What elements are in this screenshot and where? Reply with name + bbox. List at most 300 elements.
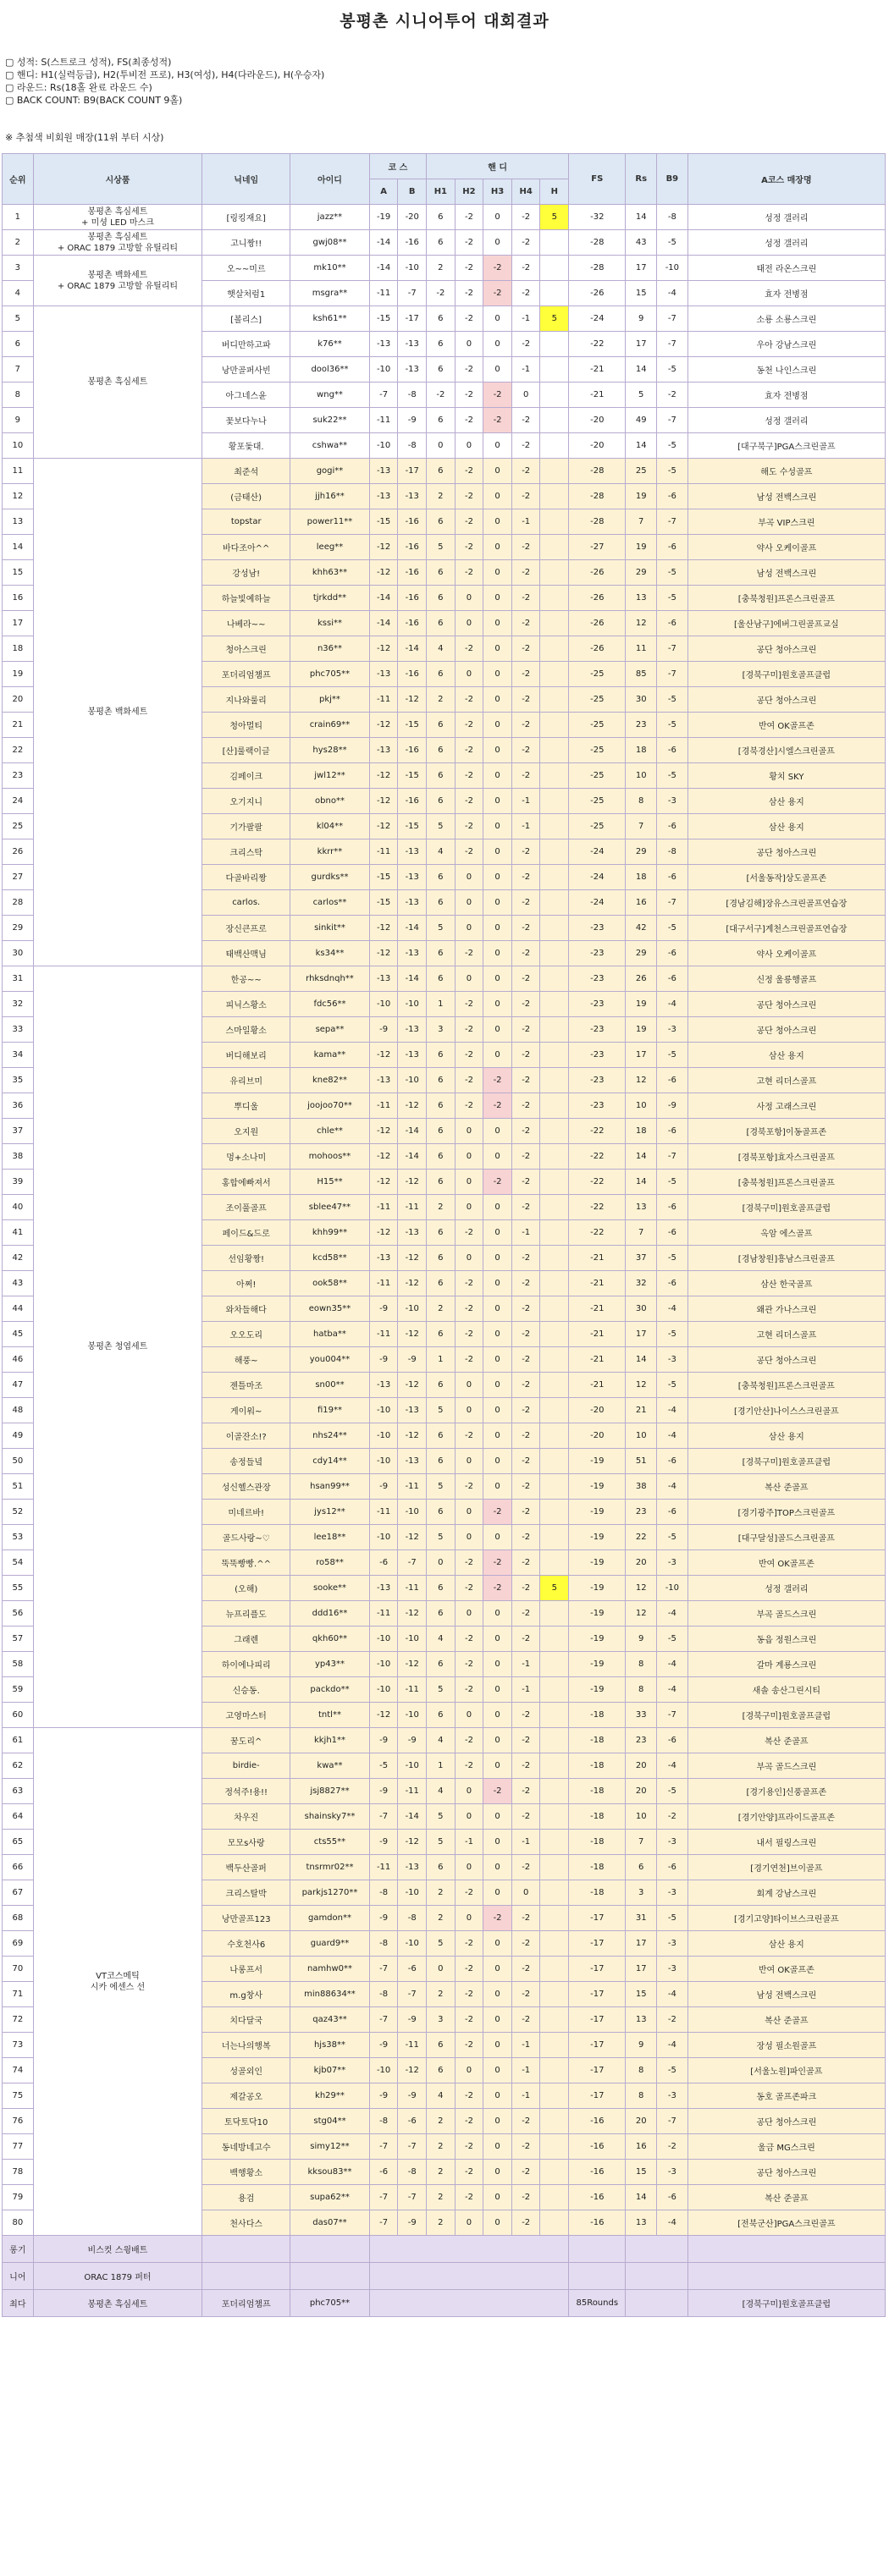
cell-rank: 36	[3, 1093, 34, 1119]
cell-h2: 0	[455, 1119, 483, 1144]
cell-rs: 9	[626, 2033, 657, 2058]
cell-fs: -24	[569, 306, 626, 332]
cell-id: tjrkdd**	[290, 586, 370, 611]
cell-b9: -4	[657, 1423, 688, 1449]
cell-store: 왜관 가나스크린	[687, 1296, 885, 1322]
cell-fs: -23	[569, 941, 626, 966]
cell-id: gwj08**	[290, 230, 370, 256]
cell-store: 반여 OK골프존	[687, 713, 885, 738]
cell-h3: 0	[483, 2033, 512, 2058]
cell-store: 약사 오케이골프	[687, 941, 885, 966]
cell-id: kkjh1**	[290, 1728, 370, 1753]
cell-h1: 6	[427, 1043, 456, 1068]
cell-b9: -4	[657, 2033, 688, 2058]
cell-store: [경북구미]원호골프클럽	[687, 662, 885, 687]
cell-h	[540, 1804, 569, 1830]
cell-rank: 31	[3, 966, 34, 992]
cell-fs: -16	[569, 2185, 626, 2210]
cell-h2: 0	[455, 1500, 483, 1525]
cell-h3: 0	[483, 916, 512, 941]
cell-a: -11	[369, 1855, 398, 1880]
prize-line: + ORAC 1879 고방할 유틸리티	[57, 281, 179, 291]
cell-rank: 42	[3, 1246, 34, 1271]
cell-h3: 0	[483, 1220, 512, 1246]
cell-id: guard9**	[290, 1931, 370, 1957]
cell-h	[540, 992, 569, 1017]
cell-b: -10	[398, 1500, 427, 1525]
cell-b9: -5	[657, 1322, 688, 1347]
cell-nick: 동네방네고수	[202, 2134, 290, 2160]
cell-h4: -1	[511, 306, 540, 332]
cell-b9: -5	[657, 916, 688, 941]
cell-b9: -8	[657, 839, 688, 865]
cell-id: ksh61**	[290, 306, 370, 332]
cell-store: 공단 청아스크린	[687, 1017, 885, 1043]
cell-a: -9	[369, 1830, 398, 1855]
cell-b: -12	[398, 1271, 427, 1296]
cell-b: -12	[398, 687, 427, 713]
cell-nick: 최준석	[202, 459, 290, 484]
cell-rank: 43	[3, 1271, 34, 1296]
cell-fs: -25	[569, 687, 626, 713]
cell-rank: 11	[3, 459, 34, 484]
cell-rank: 34	[3, 1043, 34, 1068]
cell-b: -16	[398, 509, 427, 535]
cell-b9: -10	[657, 1576, 688, 1601]
cell-fs: -21	[569, 357, 626, 383]
cell-store: 효자 전병점	[687, 281, 885, 306]
cell-h2: -2	[455, 256, 483, 281]
cell-a: -7	[369, 2007, 398, 2033]
cell-rs: 33	[626, 1703, 657, 1728]
cell-h4: -2	[511, 1170, 540, 1195]
cell-h1: 5	[427, 814, 456, 839]
cell-store: [경북구미]원호골프클럽	[687, 1449, 885, 1474]
cell-store: 우아 강남스크린	[687, 332, 885, 357]
cell-h	[540, 890, 569, 916]
special-nick	[202, 2263, 290, 2290]
cell-nick: 하이에나피리	[202, 1652, 290, 1677]
cell-rank: 40	[3, 1195, 34, 1220]
cell-rs: 14	[626, 433, 657, 459]
cell-h2: 0	[455, 1525, 483, 1550]
cell-h3: 0	[483, 205, 512, 230]
cell-fs: -17	[569, 1982, 626, 2007]
cell-b: -12	[398, 1601, 427, 1627]
cell-h1: 5	[427, 1830, 456, 1855]
cell-h4: -2	[511, 738, 540, 763]
cell-h3: -2	[483, 256, 512, 281]
cell-rs: 17	[626, 1957, 657, 1982]
cell-h1: 0	[427, 1957, 456, 1982]
cell-id: chle**	[290, 1119, 370, 1144]
cell-id: n36**	[290, 636, 370, 662]
cell-fs: -22	[569, 332, 626, 357]
cell-h2: -1	[455, 1830, 483, 1855]
cell-h2: 0	[455, 1855, 483, 1880]
cell-h3: 0	[483, 890, 512, 916]
cell-a: -12	[369, 1144, 398, 1170]
cell-h3: -2	[483, 1550, 512, 1576]
cell-h3: 0	[483, 433, 512, 459]
cell-id: kl04**	[290, 814, 370, 839]
cell-nick: 강성남!	[202, 560, 290, 586]
cell-b9: -7	[657, 636, 688, 662]
cell-rank: 55	[3, 1576, 34, 1601]
cell-a: -11	[369, 839, 398, 865]
cell-h2: 0	[455, 1398, 483, 1423]
cell-h4: -2	[511, 1296, 540, 1322]
cell-nick: 너는나의행복	[202, 2033, 290, 2058]
cell-h3: 0	[483, 2109, 512, 2134]
cell-b: -16	[398, 535, 427, 560]
cell-h	[540, 2185, 569, 2210]
cell-h2: 0	[455, 916, 483, 941]
cell-h4: -1	[511, 357, 540, 383]
cell-rs: 29	[626, 941, 657, 966]
cell-b9: -4	[657, 1296, 688, 1322]
cell-h4: -2	[511, 1957, 540, 1982]
cell-h4: -2	[511, 1068, 540, 1093]
cell-nick: 성골외인	[202, 2058, 290, 2083]
cell-h	[540, 1880, 569, 1906]
special-row	[3, 2236, 886, 2263]
cell-b: -10	[398, 1068, 427, 1093]
cell-h1: 6	[427, 1170, 456, 1195]
cell-rank: 4	[3, 281, 34, 306]
cell-fs: -16	[569, 2210, 626, 2236]
cell-h2: -2	[455, 1271, 483, 1296]
cell-rs: 12	[626, 1601, 657, 1627]
cell-h1: 5	[427, 1804, 456, 1830]
cell-rs: 31	[626, 1906, 657, 1931]
table-row	[3, 306, 886, 332]
cell-a: -9	[369, 1906, 398, 1931]
cell-rank: 57	[3, 1627, 34, 1652]
cell-nick: 오~~미르	[202, 256, 290, 281]
cell-a: -10	[369, 1652, 398, 1677]
cell-h2: -2	[455, 509, 483, 535]
note-line: ▢ 핸디: H1(실력등급), H2(투비전 프로), H3(여성), H4(다라운드), H(우승자)	[5, 69, 325, 80]
cell-id: stg04**	[290, 2109, 370, 2134]
cell-nick: 차우진	[202, 1804, 290, 1830]
cell-id: obno**	[290, 789, 370, 814]
cell-rs: 8	[626, 789, 657, 814]
cell-b: -11	[398, 1474, 427, 1500]
cell-fs: -22	[569, 1220, 626, 1246]
cell-h1: 5	[427, 1398, 456, 1423]
prize-line: 봉평촌 백화세트	[87, 707, 148, 717]
cell-nick: 용검	[202, 2185, 290, 2210]
cell-b: -8	[398, 2160, 427, 2185]
cell-b: -7	[398, 1550, 427, 1576]
cell-h2: 0	[455, 1449, 483, 1474]
cell-store: 공단 청아스크린	[687, 1347, 885, 1373]
cell-nick: 아그네스윤	[202, 383, 290, 408]
cell-fs: -28	[569, 459, 626, 484]
cell-store: 장성 필소원골프	[687, 2033, 885, 2058]
cell-a: -11	[369, 1601, 398, 1627]
cell-id: mk10**	[290, 256, 370, 281]
cell-h3: 0	[483, 941, 512, 966]
cell-h2: 0	[455, 586, 483, 611]
cell-rank: 45	[3, 1322, 34, 1347]
cell-rs: 17	[626, 1322, 657, 1347]
cell-rs: 23	[626, 1728, 657, 1753]
cell-b9: -6	[657, 941, 688, 966]
cell-id: jsj8827**	[290, 1779, 370, 1804]
cell-store: [경기고양]타이브스크린골프	[687, 1906, 885, 1931]
cell-id: qkh60**	[290, 1627, 370, 1652]
prize-line: + 미셩 LED 마스크	[81, 217, 154, 228]
cell-store: 공단 청아스크린	[687, 687, 885, 713]
cell-id: min88634**	[290, 1982, 370, 2007]
cell-rs: 23	[626, 1500, 657, 1525]
special-store: [경북구미]원호골프클럽	[687, 2290, 885, 2317]
cell-nick: 이골잔소!?	[202, 1423, 290, 1449]
cell-nick: 고영마스터	[202, 1703, 290, 1728]
cell-h	[540, 916, 569, 941]
cell-b9: -6	[657, 611, 688, 636]
cell-fs: -26	[569, 586, 626, 611]
cell-h1: 6	[427, 459, 456, 484]
cell-b9: -6	[657, 865, 688, 890]
results-table	[2, 153, 886, 2317]
cell-h4: -2	[511, 1423, 540, 1449]
cell-h1: -2	[427, 383, 456, 408]
cell-b9: -5	[657, 687, 688, 713]
cell-b: -11	[398, 1576, 427, 1601]
special-nick: 포더리엄챔프	[202, 2290, 290, 2317]
cell-store: [울산남구]에버그린골프교실	[687, 611, 885, 636]
cell-h3: 0	[483, 509, 512, 535]
cell-fs: -18	[569, 1703, 626, 1728]
cell-a: -9	[369, 1779, 398, 1804]
page-title: 봉평촌 시니어투어 대회결과	[340, 12, 549, 30]
cell-rank: 20	[3, 687, 34, 713]
cell-nick: 크리스탁	[202, 839, 290, 865]
cell-h2: -2	[455, 814, 483, 839]
note-extra: ※ 추첨색 비회원 매장(11위 부터 시상)	[5, 132, 164, 143]
cell-nick: 백행황소	[202, 2160, 290, 2185]
header-h2: H2	[455, 179, 483, 205]
special-id	[290, 2263, 370, 2290]
cell-fs: -17	[569, 2033, 626, 2058]
cell-nick: 크리스탈박	[202, 1880, 290, 1906]
cell-store: 공단 청아스크린	[687, 2160, 885, 2185]
header-rs: Rs	[626, 154, 657, 205]
cell-id: simy12**	[290, 2134, 370, 2160]
cell-h4: -1	[511, 2083, 540, 2109]
cell-h2: -2	[455, 1017, 483, 1043]
cell-h2: 0	[455, 1246, 483, 1271]
cell-rank: 75	[3, 2083, 34, 2109]
cell-h1: 6	[427, 789, 456, 814]
cell-id: sooke**	[290, 1576, 370, 1601]
cell-h	[540, 1449, 569, 1474]
cell-h4: -2	[511, 1982, 540, 2007]
cell-h3: 0	[483, 1322, 512, 1347]
cell-h	[540, 2210, 569, 2236]
cell-fs: -24	[569, 839, 626, 865]
cell-b9: -6	[657, 535, 688, 560]
cell-h2: 0	[455, 1703, 483, 1728]
cell-id: hjs38**	[290, 2033, 370, 2058]
cell-rs: 10	[626, 1423, 657, 1449]
cell-rank: 30	[3, 941, 34, 966]
cell-prize	[33, 459, 202, 966]
cell-a: -10	[369, 1525, 398, 1550]
cell-a: -9	[369, 1347, 398, 1373]
cell-rank: 61	[3, 1728, 34, 1753]
cell-h1: 6	[427, 560, 456, 586]
cell-fs: -23	[569, 992, 626, 1017]
cell-h4: -2	[511, 1043, 540, 1068]
cell-fs: -22	[569, 1170, 626, 1195]
cell-h2: -2	[455, 205, 483, 230]
cell-id: phc705**	[290, 662, 370, 687]
cell-h3: 0	[483, 1855, 512, 1880]
cell-store: 고현 리더스골프	[687, 1068, 885, 1093]
cell-h3: 0	[483, 1652, 512, 1677]
cell-b: -13	[398, 484, 427, 509]
cell-h	[540, 509, 569, 535]
cell-a: -11	[369, 281, 398, 306]
cell-h	[540, 1195, 569, 1220]
cell-h2: -2	[455, 738, 483, 763]
cell-rank: 24	[3, 789, 34, 814]
cell-h	[540, 1170, 569, 1195]
cell-nick: 낭만골프123	[202, 1906, 290, 1931]
cell-id: jjh16**	[290, 484, 370, 509]
cell-b: -10	[398, 1703, 427, 1728]
cell-fs: -17	[569, 2007, 626, 2033]
cell-fs: -25	[569, 662, 626, 687]
cell-h1: 3	[427, 2007, 456, 2033]
cell-nick: 토닥토닥10	[202, 2109, 290, 2134]
cell-h2: -2	[455, 1931, 483, 1957]
cell-nick: 바다조아^^	[202, 535, 290, 560]
cell-fs: -25	[569, 789, 626, 814]
cell-h2: 0	[455, 611, 483, 636]
cell-b9: -5	[657, 1525, 688, 1550]
cell-a: -9	[369, 1474, 398, 1500]
cell-h4: -2	[511, 2134, 540, 2160]
cell-h1: 4	[427, 2083, 456, 2109]
cell-nick: 골드사랑~♡	[202, 1525, 290, 1550]
cell-b9: -5	[657, 459, 688, 484]
cell-store: 삼산 한국골프	[687, 1271, 885, 1296]
special-prize: ORAC 1879 퍼터	[33, 2263, 202, 2290]
cell-h	[540, 713, 569, 738]
cell-h1: 2	[427, 687, 456, 713]
header-store: A코스 매장명	[687, 154, 885, 205]
header-b: B	[398, 179, 427, 205]
cell-store: 공단 청아스크린	[687, 2109, 885, 2134]
cell-id: H15**	[290, 1170, 370, 1195]
cell-rank: 74	[3, 2058, 34, 2083]
cell-b: -17	[398, 306, 427, 332]
cell-h4: -2	[511, 1271, 540, 1296]
cell-id: tntl**	[290, 1703, 370, 1728]
cell-b: -7	[398, 2134, 427, 2160]
cell-fs: -19	[569, 1601, 626, 1627]
cell-h3: -2	[483, 1500, 512, 1525]
cell-rank: 14	[3, 535, 34, 560]
cell-b: -13	[398, 1855, 427, 1880]
cell-a: -11	[369, 1195, 398, 1220]
cell-b9: -3	[657, 1830, 688, 1855]
cell-h2: 0	[455, 2058, 483, 2083]
cell-fs: -28	[569, 484, 626, 509]
cell-h4: -2	[511, 1144, 540, 1170]
cell-b9: -2	[657, 2007, 688, 2033]
cell-b9: -6	[657, 1500, 688, 1525]
cell-store: 반여 OK골프존	[687, 1957, 885, 1982]
cell-h	[540, 2083, 569, 2109]
cell-b9: -6	[657, 2185, 688, 2210]
cell-h1: 6	[427, 1601, 456, 1627]
cell-fs: -17	[569, 1957, 626, 1982]
cell-h	[540, 1017, 569, 1043]
cell-b9: -3	[657, 1550, 688, 1576]
cell-h2: -2	[455, 1322, 483, 1347]
cell-h	[540, 966, 569, 992]
cell-h4: -2	[511, 1017, 540, 1043]
cell-h1: 6	[427, 509, 456, 535]
cell-h	[540, 1753, 569, 1779]
cell-h	[540, 1830, 569, 1855]
cell-nick: 오오도리	[202, 1322, 290, 1347]
cell-b9: -4	[657, 1982, 688, 2007]
cell-rank: 2	[3, 230, 34, 256]
cell-h4: -2	[511, 1474, 540, 1500]
cell-store: 복산 준골프	[687, 2007, 885, 2033]
cell-b: -10	[398, 1753, 427, 1779]
cell-fs: -18	[569, 1728, 626, 1753]
cell-fs: -22	[569, 1119, 626, 1144]
cell-h1: 2	[427, 1982, 456, 2007]
cell-h2: 0	[455, 662, 483, 687]
special-empty	[369, 2290, 568, 2317]
cell-h3: 0	[483, 484, 512, 509]
cell-id: gurdks**	[290, 865, 370, 890]
cell-b: -13	[398, 1220, 427, 1246]
cell-rank: 38	[3, 1144, 34, 1170]
cell-rank: 54	[3, 1550, 34, 1576]
cell-fs: -20	[569, 433, 626, 459]
cell-h2: -2	[455, 1576, 483, 1601]
cell-h	[540, 1119, 569, 1144]
cell-a: -10	[369, 433, 398, 459]
cell-b9: -5	[657, 2058, 688, 2083]
cell-fs: -28	[569, 509, 626, 535]
cell-b: -6	[398, 2109, 427, 2134]
cell-a: -11	[369, 1500, 398, 1525]
cell-h4: 0	[511, 1880, 540, 1906]
cell-a: -14	[369, 256, 398, 281]
cell-h2: 0	[455, 1195, 483, 1220]
cell-fs: -25	[569, 738, 626, 763]
cell-h	[540, 1296, 569, 1322]
cell-h3: 0	[483, 560, 512, 586]
cell-b9: -7	[657, 890, 688, 916]
cell-h2: -2	[455, 1043, 483, 1068]
cell-fs: -18	[569, 1779, 626, 1804]
cell-store: 부곡 VIP스크린	[687, 509, 885, 535]
cell-id: crain69**	[290, 713, 370, 738]
cell-rs: 9	[626, 1627, 657, 1652]
